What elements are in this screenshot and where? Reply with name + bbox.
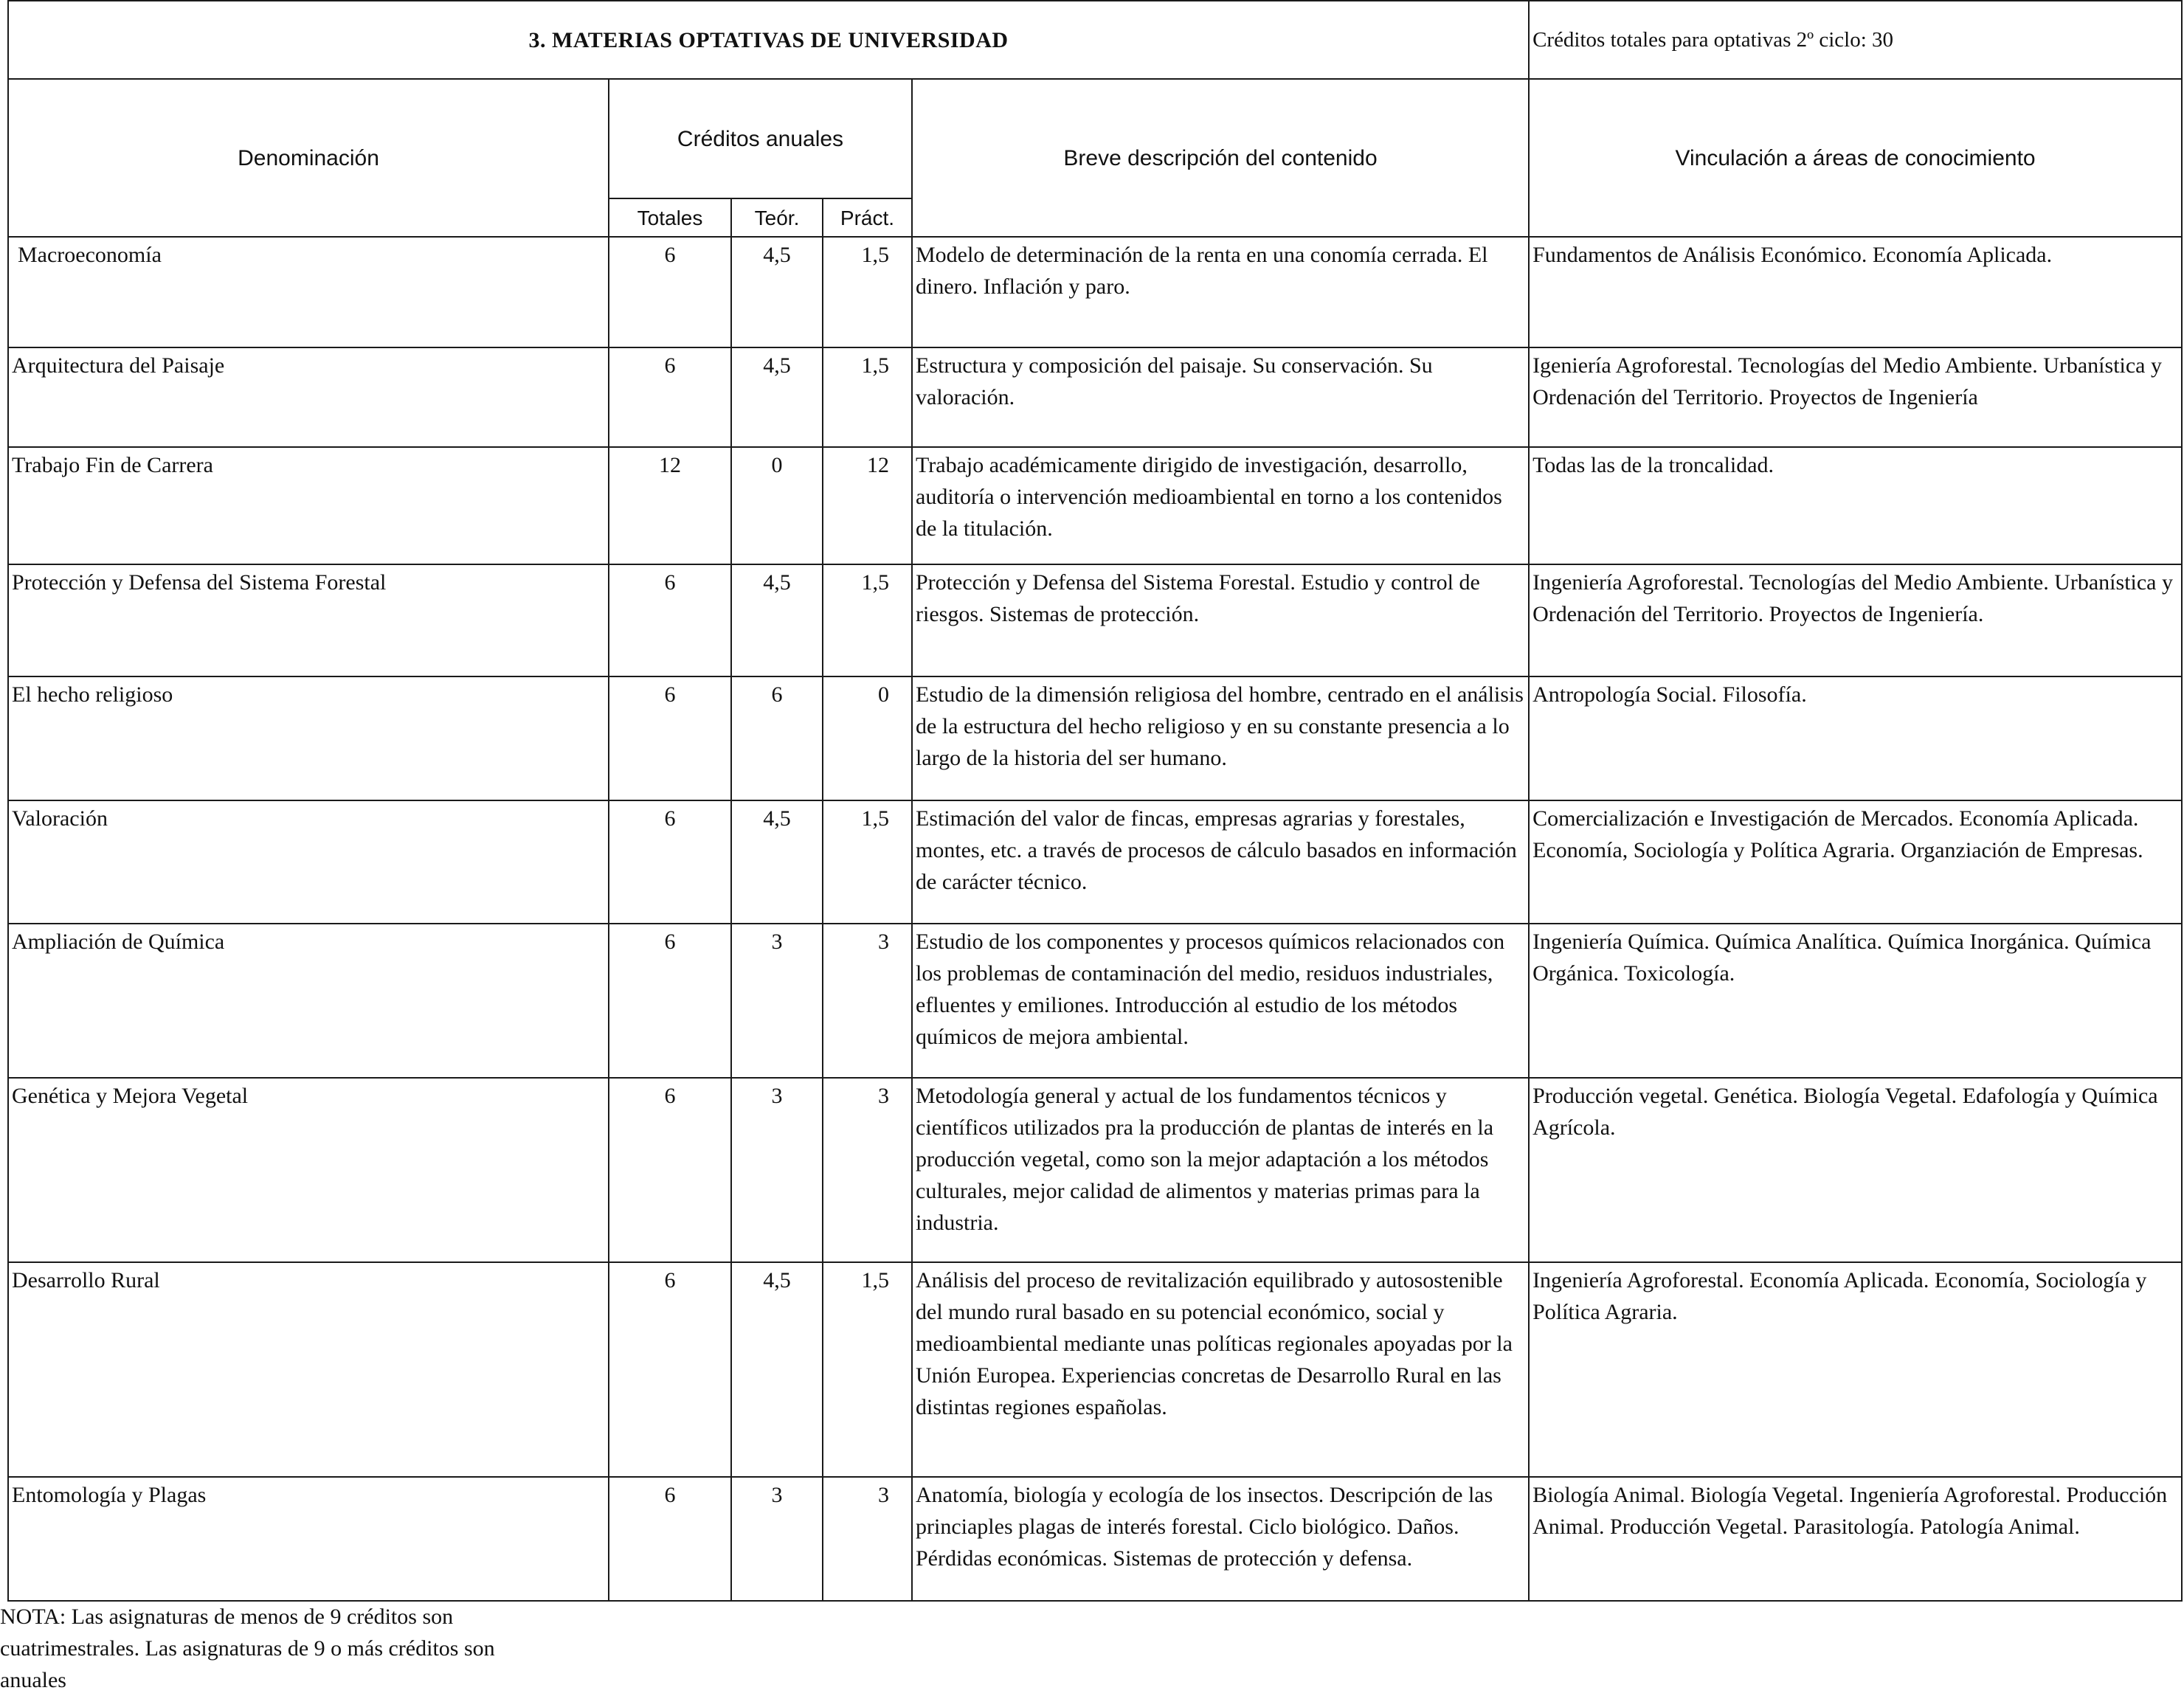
- credits-totales: 6: [609, 1262, 731, 1477]
- credits-pract: 1,5: [823, 237, 912, 347]
- subject-areas: Fundamentos de Análisis Económico. Economía Aplicada.: [1529, 237, 2182, 347]
- credits-pract: 1,5: [823, 800, 912, 924]
- header-denominacion: Denominación: [8, 79, 609, 237]
- credits-teor: 0: [731, 447, 823, 564]
- column-header-row: [8, 79, 2182, 198]
- credits-teor: 4,5: [731, 800, 823, 924]
- credits-pract: 1,5: [823, 347, 912, 447]
- credits-teor: 4,5: [731, 237, 823, 347]
- credits-pract: 3: [823, 1477, 912, 1601]
- credits-teor: 3: [731, 1078, 823, 1262]
- header-teor: Teór.: [731, 198, 823, 237]
- subject-name: Valoración: [8, 800, 609, 924]
- credits-pract: 3: [823, 924, 912, 1078]
- subject-name: Macroeconomía: [8, 237, 609, 347]
- total-credits-label: Créditos totales para optativas 2º ciclo: 30: [1529, 1, 2182, 79]
- credits-teor: 3: [731, 1477, 823, 1601]
- optativas-table: [7, 0, 2183, 1602]
- table-row: [8, 347, 2182, 447]
- subject-description: Estudio de los componentes y procesos químicos relacionados con los problemas de contaminación del medio, residuos industriales, efluentes y emiliones. Introducción al estudio de los métodos químicos de mejora ambiental.: [912, 924, 1529, 1078]
- credits-totales: 6: [609, 1477, 731, 1601]
- subject-areas: Todas las de la troncalidad.: [1529, 447, 2182, 564]
- credits-totales: 6: [609, 924, 731, 1078]
- subject-name: Genética y Mejora Vegetal: [8, 1078, 609, 1262]
- credits-totales: 6: [609, 237, 731, 347]
- credits-teor: 4,5: [731, 1262, 823, 1477]
- subject-name: El hecho religioso: [8, 676, 609, 800]
- subject-areas: Igeniería Agroforestal. Tecnologías del Medio Ambiente. Urbanística y Ordenación del Territorio. Proyectos de Ingeniería: [1529, 347, 2182, 447]
- subject-description: Anatomía, biología y ecología de los insectos. Descripción de las princiaples plagas de interés forestal. Ciclo biológico. Daños. Pérdidas económicas. Sistemas de protección y defensa.: [912, 1477, 1529, 1601]
- header-descripcion: Breve descripción del contenido: [912, 79, 1529, 237]
- subject-description: Estructura y composición del paisaje. Su conservación. Su valoración.: [912, 347, 1529, 447]
- subject-name: Desarrollo Rural: [8, 1262, 609, 1477]
- subject-name: Entomología y Plagas: [8, 1477, 609, 1601]
- table-row: [8, 1477, 2182, 1601]
- credits-totales: 6: [609, 347, 731, 447]
- subject-areas: Ingeniería Química. Química Analítica. Química Inorgánica. Química Orgánica. Toxicología.: [1529, 924, 2182, 1078]
- subject-name: Ampliación de Química: [8, 924, 609, 1078]
- subject-name: Protección y Defensa del Sistema Forestal: [8, 564, 609, 676]
- subject-description: Trabajo académicamente dirigido de investigación, desarrollo, auditoría o intervención medioambiental en torno a los contenidos de la titulación.: [912, 447, 1529, 564]
- subject-areas: Biología Animal. Biología Vegetal. Ingeniería Agroforestal. Producción Animal. Producción Vegetal. Parasitología. Patología Animal.: [1529, 1477, 2182, 1601]
- subject-areas: Comercialización e Investigación de Mercados. Economía Aplicada. Economía, Sociología y Política Agraria. Organziación de Empresas.: [1529, 800, 2182, 924]
- credits-teor: 4,5: [731, 347, 823, 447]
- subject-description: Metodología general y actual de los fundamentos técnicos y científicos utilizados pra la producción de plantas de interés en la producción vegetal, como son la mejor adaptación a los métodos culturales, mejor calidad de alimentos y materias primas para la industria.: [912, 1078, 1529, 1262]
- header-vinculacion: Vinculación a áreas de conocimiento: [1529, 79, 2182, 237]
- header-pract: Práct.: [823, 198, 912, 237]
- title-row: [8, 1, 2182, 79]
- credits-pract: 3: [823, 1078, 912, 1262]
- table-row: [8, 924, 2182, 1078]
- credits-pract: 12: [823, 447, 912, 564]
- credits-pract: 0: [823, 676, 912, 800]
- credits-totales: 12: [609, 447, 731, 564]
- table-row: [8, 447, 2182, 564]
- header-creditos-anuales: Créditos anuales: [609, 79, 912, 198]
- subject-description: Protección y Defensa del Sistema Forestal. Estudio y control de riesgos. Sistemas de protección.: [912, 564, 1529, 676]
- table-row: [8, 800, 2182, 924]
- subject-name: Trabajo Fin de Carrera: [8, 447, 609, 564]
- table-row: [8, 1262, 2182, 1477]
- credits-pract: 1,5: [823, 1262, 912, 1477]
- footnote: NOTA: Las asignaturas de menos de 9 créditos son cuatrimestrales. Las asignaturas de 9 o más créditos son anuales: [0, 1605, 495, 1692]
- subject-areas: Producción vegetal. Genética. Biología Vegetal. Edafología y Química Agrícola.: [1529, 1078, 2182, 1262]
- subject-areas: Ingeniería Agroforestal. Economía Aplicada. Economía, Sociología y Política Agraria.: [1529, 1262, 2182, 1477]
- credits-teor: 4,5: [731, 564, 823, 676]
- subject-description: Estimación del valor de fincas, empresas agrarias y forestales, montes, etc. a través de procesos de cálculo basados en información de carácter técnico.: [912, 800, 1529, 924]
- subject-areas: Ingeniería Agroforestal. Tecnologías del Medio Ambiente. Urbanística y Ordenación del Territorio. Proyectos de Ingeniería.: [1529, 564, 2182, 676]
- subject-description: Estudio de la dimensión religiosa del hombre, centrado en el análisis de la estructura del hecho religioso y en su constante presencia a lo largo de la historia del ser humano.: [912, 676, 1529, 800]
- subject-description: Análisis del proceso de revitalización equilibrado y autosostenible del mundo rural basado en su potencial económico, social y medioambiental mediante unas políticas regionales apoyadas por la Unión Europea. Experiencias concretas de Desarrollo Rural en las distintas regiones españolas.: [912, 1262, 1529, 1477]
- table-row: [8, 676, 2182, 800]
- subject-description: Modelo de determinación de la renta en una conomía cerrada. El dinero. Inflación y paro.: [912, 237, 1529, 347]
- table-row: [8, 1078, 2182, 1262]
- credits-pract: 1,5: [823, 564, 912, 676]
- table-title: 3. MATERIAS OPTATIVAS DE UNIVERSIDAD: [8, 1, 1529, 79]
- document-sheet: [7, 0, 2181, 1602]
- header-totales: Totales: [609, 198, 731, 237]
- subject-areas: Antropología Social. Filosofía.: [1529, 676, 2182, 800]
- subject-name: Arquitectura del Paisaje: [8, 347, 609, 447]
- credits-totales: 6: [609, 676, 731, 800]
- credits-teor: 3: [731, 924, 823, 1078]
- credits-totales: 6: [609, 800, 731, 924]
- table-row: [8, 564, 2182, 676]
- credits-teor: 6: [731, 676, 823, 800]
- credits-totales: 6: [609, 1078, 731, 1262]
- credits-totales: 6: [609, 564, 731, 676]
- table-row: [8, 237, 2182, 347]
